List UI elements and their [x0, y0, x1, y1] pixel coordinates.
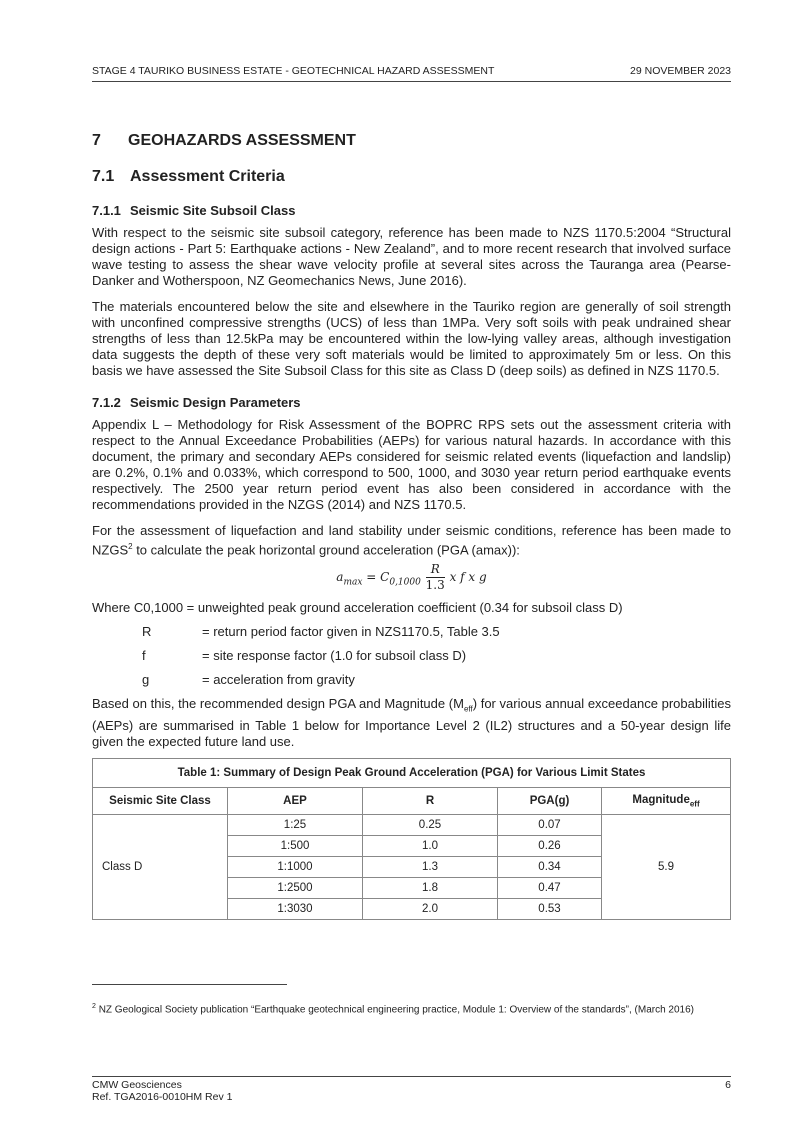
section-heading [92, 132, 731, 154]
formula-fraction [426, 562, 445, 593]
col-header-magnitude [602, 787, 731, 814]
paragraph-design-3 [92, 696, 731, 750]
subsection-heading [92, 168, 731, 192]
header-title: STAGE 4 TAURIKO BUSINESS ESTATE - GEOTECHNICAL HAZARD ASSESSMENT [92, 65, 495, 77]
cell-aep: 1:3030 [228, 898, 363, 919]
cell-pga: 0.47 [498, 877, 602, 898]
pga-formula [92, 562, 731, 600]
subsubsection-heading-1 [92, 203, 731, 221]
col-header-r: R [363, 787, 498, 814]
subsubsection-title-2: Seismic Design Parameters [130, 395, 301, 410]
cell-aep: 1:1000 [228, 856, 363, 877]
section-number: 7 [92, 132, 101, 149]
pga-table [92, 758, 731, 920]
paragraph-design-2-text-b: to calculate the peak horizontal ground acceleration (PGA (amax)): [132, 542, 520, 558]
cell-r: 2.0 [363, 898, 498, 919]
formula-coefficient: C [380, 570, 390, 585]
cell-magnitude: 5.9 [602, 814, 731, 919]
paragraph-design-3-sub: eff [463, 704, 473, 714]
cell-aep: 1:2500 [228, 877, 363, 898]
page-body [92, 132, 731, 920]
paragraph-design-1: Appendix L – Methodology for Risk Assessment of the BOPRC RPS sets out the assessment criteria with respect to the Annual Exceedance Probabilities (AEPs) for various natural hazards. In accordance with this document, the primary and secondary AEPs considered for seismic related events (liquefaction and landslip) are 0.2%, 0.1% and 0.033%, which correspond to 500, 1000, and 3030 year return period earthquake events respectively. The 2500 year return period event has also been considered in accordance with the recommendations provided in the NZGS (2014) and NZS 1170.5. [92, 417, 731, 512]
variable-definitions [92, 624, 731, 696]
footnote-mark: 2 [92, 1003, 96, 1010]
definition-text: = return period factor given in NZS1170.5, Table 3.5 [202, 624, 500, 640]
cell-r: 1.0 [363, 835, 498, 856]
cell-aep: 1:500 [228, 835, 363, 856]
definition-text: = acceleration from gravity [202, 672, 355, 688]
paragraph-design-2-text-a: For the assessment of liquefaction and land stability under seismic conditions, reference has been made to NZGS [92, 523, 731, 558]
page-number: 6 [725, 1079, 731, 1091]
subsubsection-heading-2 [92, 395, 731, 413]
subsubsection-number-2: 7.1.2 [92, 395, 121, 410]
page-footer [92, 1079, 731, 1103]
paragraph-subsoil-2: The materials encountered below the site and elsewhere in the Tauriko region are generally of soil strength with unconfined compressive strengths (UCS) of less than 1MPa. Very soft soils with peak undrained shear strengths of less than 12.5kPa may be encountered within the low-lying valley areas, although investigation data suggests the depth of these very soft materials would be limited to approximately 5m or less. On this basis we have assessed the Site Subsoil Class for this site as Class D (deep soils) as defined in NZS 1170.5. [92, 299, 731, 378]
table-caption: Table 1: Summary of Design Peak Ground Acceleration (PGA) for Various Limit States [93, 758, 731, 787]
cell-aep: 1:25 [228, 814, 363, 835]
header-divider [92, 81, 731, 82]
footnote-divider [92, 984, 287, 985]
col-header-aep: AEP [228, 787, 363, 814]
subsubsection-number-1: 7.1.1 [92, 203, 121, 218]
paragraph-design-2 [92, 523, 731, 558]
cell-site-class: Class D [93, 814, 228, 919]
table-header-row [93, 787, 731, 814]
cell-pga: 0.26 [498, 835, 602, 856]
formula-denominator: 1.3 [425, 578, 445, 593]
cell-r: 0.25 [363, 814, 498, 835]
footer-divider [92, 1076, 731, 1077]
formula-rest: x f x g [449, 570, 487, 585]
formula-numerator: R [426, 562, 445, 578]
definition-row [92, 648, 731, 672]
col-header-magnitude-text: Magnitude [632, 793, 690, 806]
cell-pga: 0.07 [498, 814, 602, 835]
cell-r: 1.3 [363, 856, 498, 877]
definition-symbol: f [142, 648, 146, 664]
section-title: GEOHAZARDS ASSESSMENT [128, 132, 356, 149]
table-row [93, 814, 731, 835]
where-definition: Where C0,1000 = unweighted peak ground acceleration coefficient (0.34 for subsoil class D) [92, 600, 623, 616]
col-header-magnitude-sub: eff [689, 799, 700, 809]
paragraph-design-3-text-a: Based on this, the recommended design PGA and Magnitude (M [92, 696, 464, 712]
col-header-site-class: Seismic Site Class [93, 787, 228, 814]
page-header [92, 65, 731, 77]
definition-row [92, 624, 731, 648]
footer-company: CMW Geosciences [92, 1079, 182, 1091]
col-header-pga: PGA(g) [498, 787, 602, 814]
definition-text: = site response factor (1.0 for subsoil class D) [202, 648, 467, 664]
definition-symbol: g [142, 672, 150, 688]
subsubsection-title-1: Seismic Site Subsoil Class [130, 203, 296, 218]
paragraph-subsoil-1: With respect to the seismic site subsoil category, reference has been made to NZS 1170.5:2004 “Structural design actions - Part 5: Earthquake actions - New Zealand”, and to more recent research that involved surface wave testing to assess the shear wave velocity profile at several sites across the Tauranga area (Pearse-Danker and Wotherspoon, NZ Geomechanics News, June 2016). [92, 225, 731, 288]
header-date: 29 NOVEMBER 2023 [630, 65, 731, 77]
definition-symbol: R [142, 624, 152, 640]
cell-pga: 0.53 [498, 898, 602, 919]
formula-lhs: a [336, 570, 344, 585]
cell-r: 1.8 [363, 877, 498, 898]
subsection-title: Assessment Criteria [130, 168, 285, 185]
footnote [92, 1000, 731, 1016]
definition-row [92, 672, 731, 696]
footnote-text: NZ Geological Society publication “Earthquake geotechnical engineering practice, Module 1: Overview of the standards”, (March 2016) [98, 1004, 695, 1016]
subsection-number: 7.1 [92, 168, 115, 185]
footnote-reference: 2 [128, 542, 133, 551]
paragraph-design-3-text-b: ) for various annual exceedance probabilities (AEPs) are summarised in Table 1 below for Importance Level 2 (IL2) structures and a 50-year design life given the expected future land use. [92, 696, 731, 749]
formula-equals: = [366, 570, 377, 585]
formula-lhs-sub: max [343, 577, 363, 588]
cell-pga: 0.34 [498, 856, 602, 877]
formula-coefficient-sub: 0,1000 [389, 577, 421, 588]
footer-reference: Ref. TGA2016-0010HM Rev 1 [92, 1091, 233, 1103]
